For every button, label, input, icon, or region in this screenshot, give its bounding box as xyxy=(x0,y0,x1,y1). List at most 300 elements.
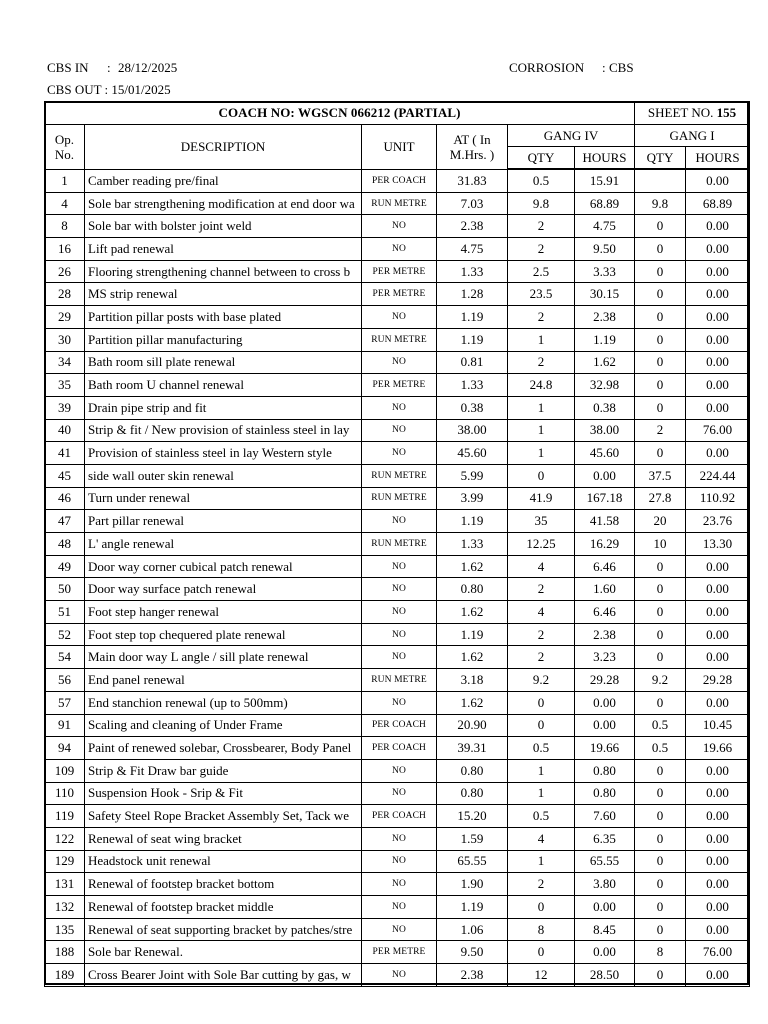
description-cell: Sole bar strengthening modification at end door wa xyxy=(85,192,362,215)
table-row xyxy=(45,306,750,329)
gang-iv-hours-cell: 3.33 xyxy=(575,260,635,283)
gang-i-hours-cell: 0.00 xyxy=(686,691,750,714)
coach-number-title: COACH NO: WGSCN 066212 (PARTIAL) xyxy=(45,102,635,125)
gang-i-qty-cell: 0 xyxy=(635,918,686,941)
gang-iv-qty-cell: 2 xyxy=(508,351,575,374)
gang-iv-hours-cell: 1.19 xyxy=(575,328,635,351)
gang-iv-qty-cell: 0.5 xyxy=(508,169,575,192)
gang-i-qty-cell: 20 xyxy=(635,510,686,533)
unit-cell: NO xyxy=(362,215,437,238)
unit-cell: PER METRE xyxy=(362,260,437,283)
table-row xyxy=(45,850,750,873)
description-cell: Renewal of footstep bracket middle xyxy=(85,896,362,919)
table-row xyxy=(45,782,750,805)
gang-iv-qty-cell: 0 xyxy=(508,714,575,737)
allowed-time-cell: 65.55 xyxy=(437,850,508,873)
gang-i-hours-cell: 0.00 xyxy=(686,964,750,987)
op-number-cell: 132 xyxy=(45,896,85,919)
op-number-cell: 49 xyxy=(45,555,85,578)
gang-iv-qty-cell: 8 xyxy=(508,918,575,941)
op-number-cell: 1 xyxy=(45,169,85,192)
description-cell: End stanchion renewal (up to 500mm) xyxy=(85,691,362,714)
allowed-time-cell: 5.99 xyxy=(437,464,508,487)
gang-i-qty-cell: 0 xyxy=(635,215,686,238)
description-cell: Paint of renewed solebar, Crossbearer, Body Panel xyxy=(85,737,362,760)
description-cell: Sole bar with bolster joint weld xyxy=(85,215,362,238)
gang-iv-hours-cell: 45.60 xyxy=(575,442,635,465)
allowed-time-cell: 15.20 xyxy=(437,805,508,828)
gang-i-hours-cell: 0.00 xyxy=(686,442,750,465)
gang-i-hours-cell: 0.00 xyxy=(686,328,750,351)
unit-cell: NO xyxy=(362,555,437,578)
allowed-time-cell: 0.81 xyxy=(437,351,508,374)
op-number-cell: 94 xyxy=(45,737,85,760)
gang-iv-qty-cell: 2 xyxy=(508,873,575,896)
cbs-in-label: CBS IN xyxy=(47,60,89,75)
unit-cell: NO xyxy=(362,918,437,941)
allowed-time-cell: 1.33 xyxy=(437,260,508,283)
table-row xyxy=(45,896,750,919)
op-number-cell: 4 xyxy=(45,192,85,215)
gang-i-qty-cell: 0.5 xyxy=(635,737,686,760)
sheet-number-cell xyxy=(635,102,750,125)
gang-i-qty-cell: 0 xyxy=(635,827,686,850)
allowed-time-cell: 0.80 xyxy=(437,759,508,782)
table-row xyxy=(45,941,750,964)
description-cell: Foot step top chequered plate renewal xyxy=(85,623,362,646)
table-row xyxy=(45,873,750,896)
unit-cell: NO xyxy=(362,419,437,442)
allowed-time-cell: 9.50 xyxy=(437,941,508,964)
unit-cell: NO xyxy=(362,873,437,896)
gang-iv-qty-cell: 24.8 xyxy=(508,374,575,397)
gang-i-hours-cell: 0.00 xyxy=(686,827,750,850)
allowed-time-cell: 1.28 xyxy=(437,283,508,306)
gang-i-hours-cell: 0.00 xyxy=(686,374,750,397)
gang-iv-hours-cell: 1.60 xyxy=(575,578,635,601)
op-number-cell: 91 xyxy=(45,714,85,737)
gang-iv-qty-cell: 1 xyxy=(508,759,575,782)
description-cell: Suspension Hook - Srip & Fit xyxy=(85,782,362,805)
description-cell: MS strip renewal xyxy=(85,283,362,306)
gang-iv-qty-cell: 1 xyxy=(508,782,575,805)
gang-iv-qty-cell: 2 xyxy=(508,238,575,261)
gang-iv-hours-cell: 2.38 xyxy=(575,306,635,329)
allowed-time-cell: 38.00 xyxy=(437,419,508,442)
gang-iv-hours-cell: 19.66 xyxy=(575,737,635,760)
gang-i-hours-cell: 0.00 xyxy=(686,578,750,601)
corrosion-label: CORROSION xyxy=(509,60,585,75)
gang-i-hours-cell: 0.00 xyxy=(686,306,750,329)
description-cell: Part pillar renewal xyxy=(85,510,362,533)
table-row xyxy=(45,487,750,510)
table-row xyxy=(45,555,750,578)
gang-i-hours-cell: 13.30 xyxy=(686,533,750,556)
unit-cell: NO xyxy=(362,578,437,601)
gang-i-qty-cell: 10 xyxy=(635,533,686,556)
gang-iv-qty-cell: 12 xyxy=(508,964,575,987)
sheet-number-value: 155 xyxy=(716,105,737,120)
allowed-time-cell: 1.06 xyxy=(437,918,508,941)
unit-cell: PER COACH xyxy=(362,805,437,828)
table-row xyxy=(45,351,750,374)
unit-cell: RUN METRE xyxy=(362,464,437,487)
gang-i-hours-cell: 76.00 xyxy=(686,941,750,964)
description-cell: Flooring strengthening channel between to cross b xyxy=(85,260,362,283)
description-cell: Door way surface patch renewal xyxy=(85,578,362,601)
table-row xyxy=(45,737,750,760)
unit-cell: PER METRE xyxy=(362,283,437,306)
gang-i-qty-cell: 8 xyxy=(635,941,686,964)
gang-iv-qty-cell: 0 xyxy=(508,941,575,964)
gang-iv-qty-cell: 1 xyxy=(508,396,575,419)
unit-cell: NO xyxy=(362,646,437,669)
gang-i-hours-cell: 0.00 xyxy=(686,351,750,374)
gang-iv-qty-cell: 2.5 xyxy=(508,260,575,283)
description-cell: Provision of stainless steel in lay Western style xyxy=(85,442,362,465)
table-row xyxy=(45,283,750,306)
gang-i-qty-cell: 2 xyxy=(635,419,686,442)
gang-iv-qty-cell: 0 xyxy=(508,896,575,919)
description-cell: Turn under renewal xyxy=(85,487,362,510)
unit-cell: RUN METRE xyxy=(362,328,437,351)
allowed-time-cell: 4.75 xyxy=(437,238,508,261)
gang-iv-qty-cell: 0.5 xyxy=(508,805,575,828)
gang-i-qty-cell: 0.5 xyxy=(635,714,686,737)
description-cell: Headstock unit renewal xyxy=(85,850,362,873)
gang-iv-hours-cell: 32.98 xyxy=(575,374,635,397)
description-cell: Strip & Fit Draw bar guide xyxy=(85,759,362,782)
table-row xyxy=(45,623,750,646)
description-cell: Renewal of footstep bracket bottom xyxy=(85,873,362,896)
gang-i-hours-cell: 0.00 xyxy=(686,238,750,261)
gang-i-hours-cell: 0.00 xyxy=(686,896,750,919)
gang-iv-qty-cell: 4 xyxy=(508,827,575,850)
op-number-cell: 48 xyxy=(45,533,85,556)
op-number-cell: 54 xyxy=(45,646,85,669)
gang-i-qty-cell: 0 xyxy=(635,374,686,397)
table-row xyxy=(45,691,750,714)
gang-iv-hours-cell: 6.46 xyxy=(575,555,635,578)
allowed-time-cell: 1.62 xyxy=(437,646,508,669)
op-number-cell: 40 xyxy=(45,419,85,442)
table-row xyxy=(45,510,750,533)
unit-cell: NO xyxy=(362,306,437,329)
col-op-header: Op. No. xyxy=(45,125,85,170)
table-row xyxy=(45,328,750,351)
gang-i-qty-cell: 0 xyxy=(635,283,686,306)
op-number-cell: 28 xyxy=(45,283,85,306)
unit-cell: RUN METRE xyxy=(362,669,437,692)
gang-i-qty-cell: 0 xyxy=(635,601,686,624)
gang-i-hours-cell: 0.00 xyxy=(686,873,750,896)
corrosion-value: CBS xyxy=(609,60,634,75)
gang-iv-hours-cell: 15.91 xyxy=(575,169,635,192)
gang-i-qty-cell: 37.5 xyxy=(635,464,686,487)
gang-i-qty-cell: 0 xyxy=(635,260,686,283)
op-number-cell: 119 xyxy=(45,805,85,828)
allowed-time-cell: 1.19 xyxy=(437,328,508,351)
description-cell: Main door way L angle / sill plate renewal xyxy=(85,646,362,669)
op-number-cell: 46 xyxy=(45,487,85,510)
description-cell: Safety Steel Rope Bracket Assembly Set, Tack we xyxy=(85,805,362,828)
gang-iv-hours-cell: 68.89 xyxy=(575,192,635,215)
table-row xyxy=(45,533,750,556)
unit-cell: NO xyxy=(362,850,437,873)
unit-cell: NO xyxy=(362,896,437,919)
gang-i-hours-cell: 0.00 xyxy=(686,283,750,306)
gang-i-qty-cell: 9.2 xyxy=(635,669,686,692)
op-number-cell: 51 xyxy=(45,601,85,624)
gang-i-qty-cell: 27.8 xyxy=(635,487,686,510)
gang-i-hours-cell: 0.00 xyxy=(686,759,750,782)
gang-i-hours-cell: 23.76 xyxy=(686,510,750,533)
description-cell: Renewal of seat wing bracket xyxy=(85,827,362,850)
description-cell: Partition pillar manufacturing xyxy=(85,328,362,351)
description-cell: Camber reading pre/final xyxy=(85,169,362,192)
gang-i-hours-cell: 0.00 xyxy=(686,601,750,624)
unit-cell: NO xyxy=(362,396,437,419)
gang-iv-hours-cell: 1.62 xyxy=(575,351,635,374)
table-row xyxy=(45,918,750,941)
gang-i-hours-cell: 224.44 xyxy=(686,464,750,487)
allowed-time-cell: 1.19 xyxy=(437,306,508,329)
gang-i-qty-cell: 0 xyxy=(635,782,686,805)
gang-iv-qty-cell: 1 xyxy=(508,442,575,465)
table-row xyxy=(45,759,750,782)
allowed-time-cell: 7.03 xyxy=(437,192,508,215)
allowed-time-cell: 31.83 xyxy=(437,169,508,192)
gang-iv-qty-cell: 4 xyxy=(508,601,575,624)
unit-cell: PER METRE xyxy=(362,374,437,397)
description-cell: Scaling and cleaning of Under Frame xyxy=(85,714,362,737)
gang-i-qty-cell: 0 xyxy=(635,351,686,374)
gang-i-qty-cell xyxy=(635,169,686,192)
allowed-time-cell: 1.62 xyxy=(437,691,508,714)
description-cell: Bath room U channel renewal xyxy=(85,374,362,397)
gang-iv-hours-cell: 9.50 xyxy=(575,238,635,261)
allowed-time-cell: 1.62 xyxy=(437,555,508,578)
cbs-in-separator: : xyxy=(107,60,111,75)
op-number-cell: 56 xyxy=(45,669,85,692)
gang-i-qty-header: QTY xyxy=(635,147,686,170)
allowed-time-cell: 1.59 xyxy=(437,827,508,850)
table-row xyxy=(45,192,750,215)
table-row xyxy=(45,669,750,692)
table-row xyxy=(45,714,750,737)
table-row xyxy=(45,238,750,261)
table-row xyxy=(45,215,750,238)
gang-iv-qty-cell: 0.5 xyxy=(508,737,575,760)
gang-iv-qty-cell: 2 xyxy=(508,215,575,238)
gang-iv-qty-cell: 35 xyxy=(508,510,575,533)
allowed-time-cell: 2.38 xyxy=(437,215,508,238)
table-row xyxy=(45,169,750,192)
op-number-cell: 122 xyxy=(45,827,85,850)
col-at-header: AT ( In M.Hrs. ) xyxy=(437,125,508,170)
op-number-cell: 188 xyxy=(45,941,85,964)
gang-iv-qty-cell: 2 xyxy=(508,623,575,646)
unit-cell: NO xyxy=(362,691,437,714)
gang-iv-qty-cell: 41.9 xyxy=(508,487,575,510)
gang-i-hours-cell: 76.00 xyxy=(686,419,750,442)
op-number-cell: 47 xyxy=(45,510,85,533)
unit-cell: NO xyxy=(362,759,437,782)
op-number-cell: 189 xyxy=(45,964,85,987)
gang-i-qty-cell: 0 xyxy=(635,396,686,419)
col-description-header: DESCRIPTION xyxy=(85,125,362,170)
cbs-in-date: 28/12/2025 xyxy=(118,60,178,75)
table-row xyxy=(45,260,750,283)
gang-i-hours-cell: 19.66 xyxy=(686,737,750,760)
gang-i-qty-cell: 0 xyxy=(635,555,686,578)
sheet-number-label: SHEET NO. xyxy=(647,105,714,120)
allowed-time-cell: 0.80 xyxy=(437,578,508,601)
unit-cell: NO xyxy=(362,601,437,624)
table-row xyxy=(45,964,750,987)
gang-i-qty-cell: 0 xyxy=(635,805,686,828)
gang-iv-hours-cell: 6.35 xyxy=(575,827,635,850)
gang-iv-hours-cell: 8.45 xyxy=(575,918,635,941)
description-cell: Lift pad renewal xyxy=(85,238,362,261)
op-number-cell: 50 xyxy=(45,578,85,601)
gang-i-qty-cell: 0 xyxy=(635,238,686,261)
op-number-cell: 26 xyxy=(45,260,85,283)
op-number-cell: 39 xyxy=(45,396,85,419)
allowed-time-cell: 0.80 xyxy=(437,782,508,805)
gang-i-qty-cell: 0 xyxy=(635,578,686,601)
table-row xyxy=(45,827,750,850)
op-number-cell: 29 xyxy=(45,306,85,329)
description-cell: Door way corner cubical patch renewal xyxy=(85,555,362,578)
gang-iv-qty-cell: 1 xyxy=(508,419,575,442)
description-cell: Sole bar Renewal. xyxy=(85,941,362,964)
op-number-cell: 30 xyxy=(45,328,85,351)
gang-i-hours-cell: 0.00 xyxy=(686,260,750,283)
allowed-time-cell: 20.90 xyxy=(437,714,508,737)
gang-iv-hours-cell: 41.58 xyxy=(575,510,635,533)
gang-i-qty-cell: 0 xyxy=(635,623,686,646)
gang-iv-qty-cell: 12.25 xyxy=(508,533,575,556)
corrosion-separator: : xyxy=(602,60,606,75)
unit-cell: NO xyxy=(362,827,437,850)
op-number-cell: 16 xyxy=(45,238,85,261)
gang-i-hours-cell: 0.00 xyxy=(686,782,750,805)
gang-i-hours-cell: 0.00 xyxy=(686,805,750,828)
unit-cell: RUN METRE xyxy=(362,192,437,215)
gang-iv-qty-cell: 9.8 xyxy=(508,192,575,215)
gang-iv-qty-cell: 9.2 xyxy=(508,669,575,692)
description-cell: side wall outer skin renewal xyxy=(85,464,362,487)
gang-iv-qty-cell: 0 xyxy=(508,464,575,487)
description-cell: Cross Bearer Joint with Sole Bar cutting by gas, w xyxy=(85,964,362,987)
gang-iv-hours-cell: 0.00 xyxy=(575,896,635,919)
table-row xyxy=(45,578,750,601)
table-row xyxy=(45,442,750,465)
gang-iv-hours-cell: 3.23 xyxy=(575,646,635,669)
unit-cell: NO xyxy=(362,623,437,646)
allowed-time-cell: 1.19 xyxy=(437,510,508,533)
gang-iv-qty-header: QTY xyxy=(508,147,575,170)
op-number-cell: 110 xyxy=(45,782,85,805)
op-number-cell: 45 xyxy=(45,464,85,487)
description-cell: Foot step hanger renewal xyxy=(85,601,362,624)
gang-iv-hours-cell: 65.55 xyxy=(575,850,635,873)
unit-cell: NO xyxy=(362,510,437,533)
unit-cell: NO xyxy=(362,351,437,374)
allowed-time-cell: 1.33 xyxy=(437,374,508,397)
gang-iv-qty-cell: 2 xyxy=(508,578,575,601)
allowed-time-cell: 2.38 xyxy=(437,964,508,987)
gang-i-hours-cell: 0.00 xyxy=(686,850,750,873)
gang-i-qty-cell: 0 xyxy=(635,306,686,329)
table-row xyxy=(45,601,750,624)
gang-i-hours-cell: 0.00 xyxy=(686,646,750,669)
gang-i-hours-cell: 0.00 xyxy=(686,555,750,578)
gang-iv-qty-cell: 0 xyxy=(508,691,575,714)
gang-i-hours-cell: 10.45 xyxy=(686,714,750,737)
table-row xyxy=(45,419,750,442)
gang-iv-hours-cell: 0.00 xyxy=(575,464,635,487)
gang-iv-hours-cell: 38.00 xyxy=(575,419,635,442)
gang-iv-qty-cell: 1 xyxy=(508,850,575,873)
table-row xyxy=(45,646,750,669)
unit-cell: RUN METRE xyxy=(362,533,437,556)
table-row xyxy=(45,805,750,828)
op-number-cell: 129 xyxy=(45,850,85,873)
gang-iv-hours-cell: 0.38 xyxy=(575,396,635,419)
unit-cell: NO xyxy=(362,964,437,987)
table-row xyxy=(45,464,750,487)
allowed-time-cell: 0.38 xyxy=(437,396,508,419)
description-cell: Strip & fit / New provision of stainless steel in lay xyxy=(85,419,362,442)
unit-cell: RUN METRE xyxy=(362,487,437,510)
op-number-cell: 41 xyxy=(45,442,85,465)
description-cell: L' angle renewal xyxy=(85,533,362,556)
allowed-time-cell: 1.62 xyxy=(437,601,508,624)
gang-i-qty-cell: 0 xyxy=(635,759,686,782)
gang-i-hours-cell: 0.00 xyxy=(686,918,750,941)
gang-iv-hours-header: HOURS xyxy=(575,147,635,170)
gang-i-hours-cell: 0.00 xyxy=(686,396,750,419)
gang-i-header: GANG I xyxy=(635,125,750,147)
gang-iv-qty-cell: 1 xyxy=(508,328,575,351)
gang-iv-hours-cell: 6.46 xyxy=(575,601,635,624)
gang-i-qty-cell: 0 xyxy=(635,896,686,919)
op-number-cell: 52 xyxy=(45,623,85,646)
gang-i-qty-cell: 0 xyxy=(635,691,686,714)
table-row xyxy=(45,396,750,419)
gang-iv-hours-cell: 16.29 xyxy=(575,533,635,556)
gang-iv-qty-cell: 2 xyxy=(508,646,575,669)
gang-iv-hours-cell: 30.15 xyxy=(575,283,635,306)
col-unit-header: UNIT xyxy=(362,125,437,170)
unit-cell: NO xyxy=(362,238,437,261)
gang-iv-hours-cell: 0.80 xyxy=(575,782,635,805)
op-number-cell: 34 xyxy=(45,351,85,374)
gang-i-qty-cell: 0 xyxy=(635,442,686,465)
allowed-time-cell: 1.19 xyxy=(437,896,508,919)
description-cell: Bath room sill plate renewal xyxy=(85,351,362,374)
table-row xyxy=(45,374,750,397)
gang-iv-qty-cell: 2 xyxy=(508,306,575,329)
cbs-out: CBS OUT : 15/01/2025 xyxy=(47,82,171,97)
op-number-cell: 57 xyxy=(45,691,85,714)
gang-iv-hours-cell: 7.60 xyxy=(575,805,635,828)
unit-cell: NO xyxy=(362,782,437,805)
gang-i-hours-cell: 68.89 xyxy=(686,192,750,215)
op-number-cell: 109 xyxy=(45,759,85,782)
